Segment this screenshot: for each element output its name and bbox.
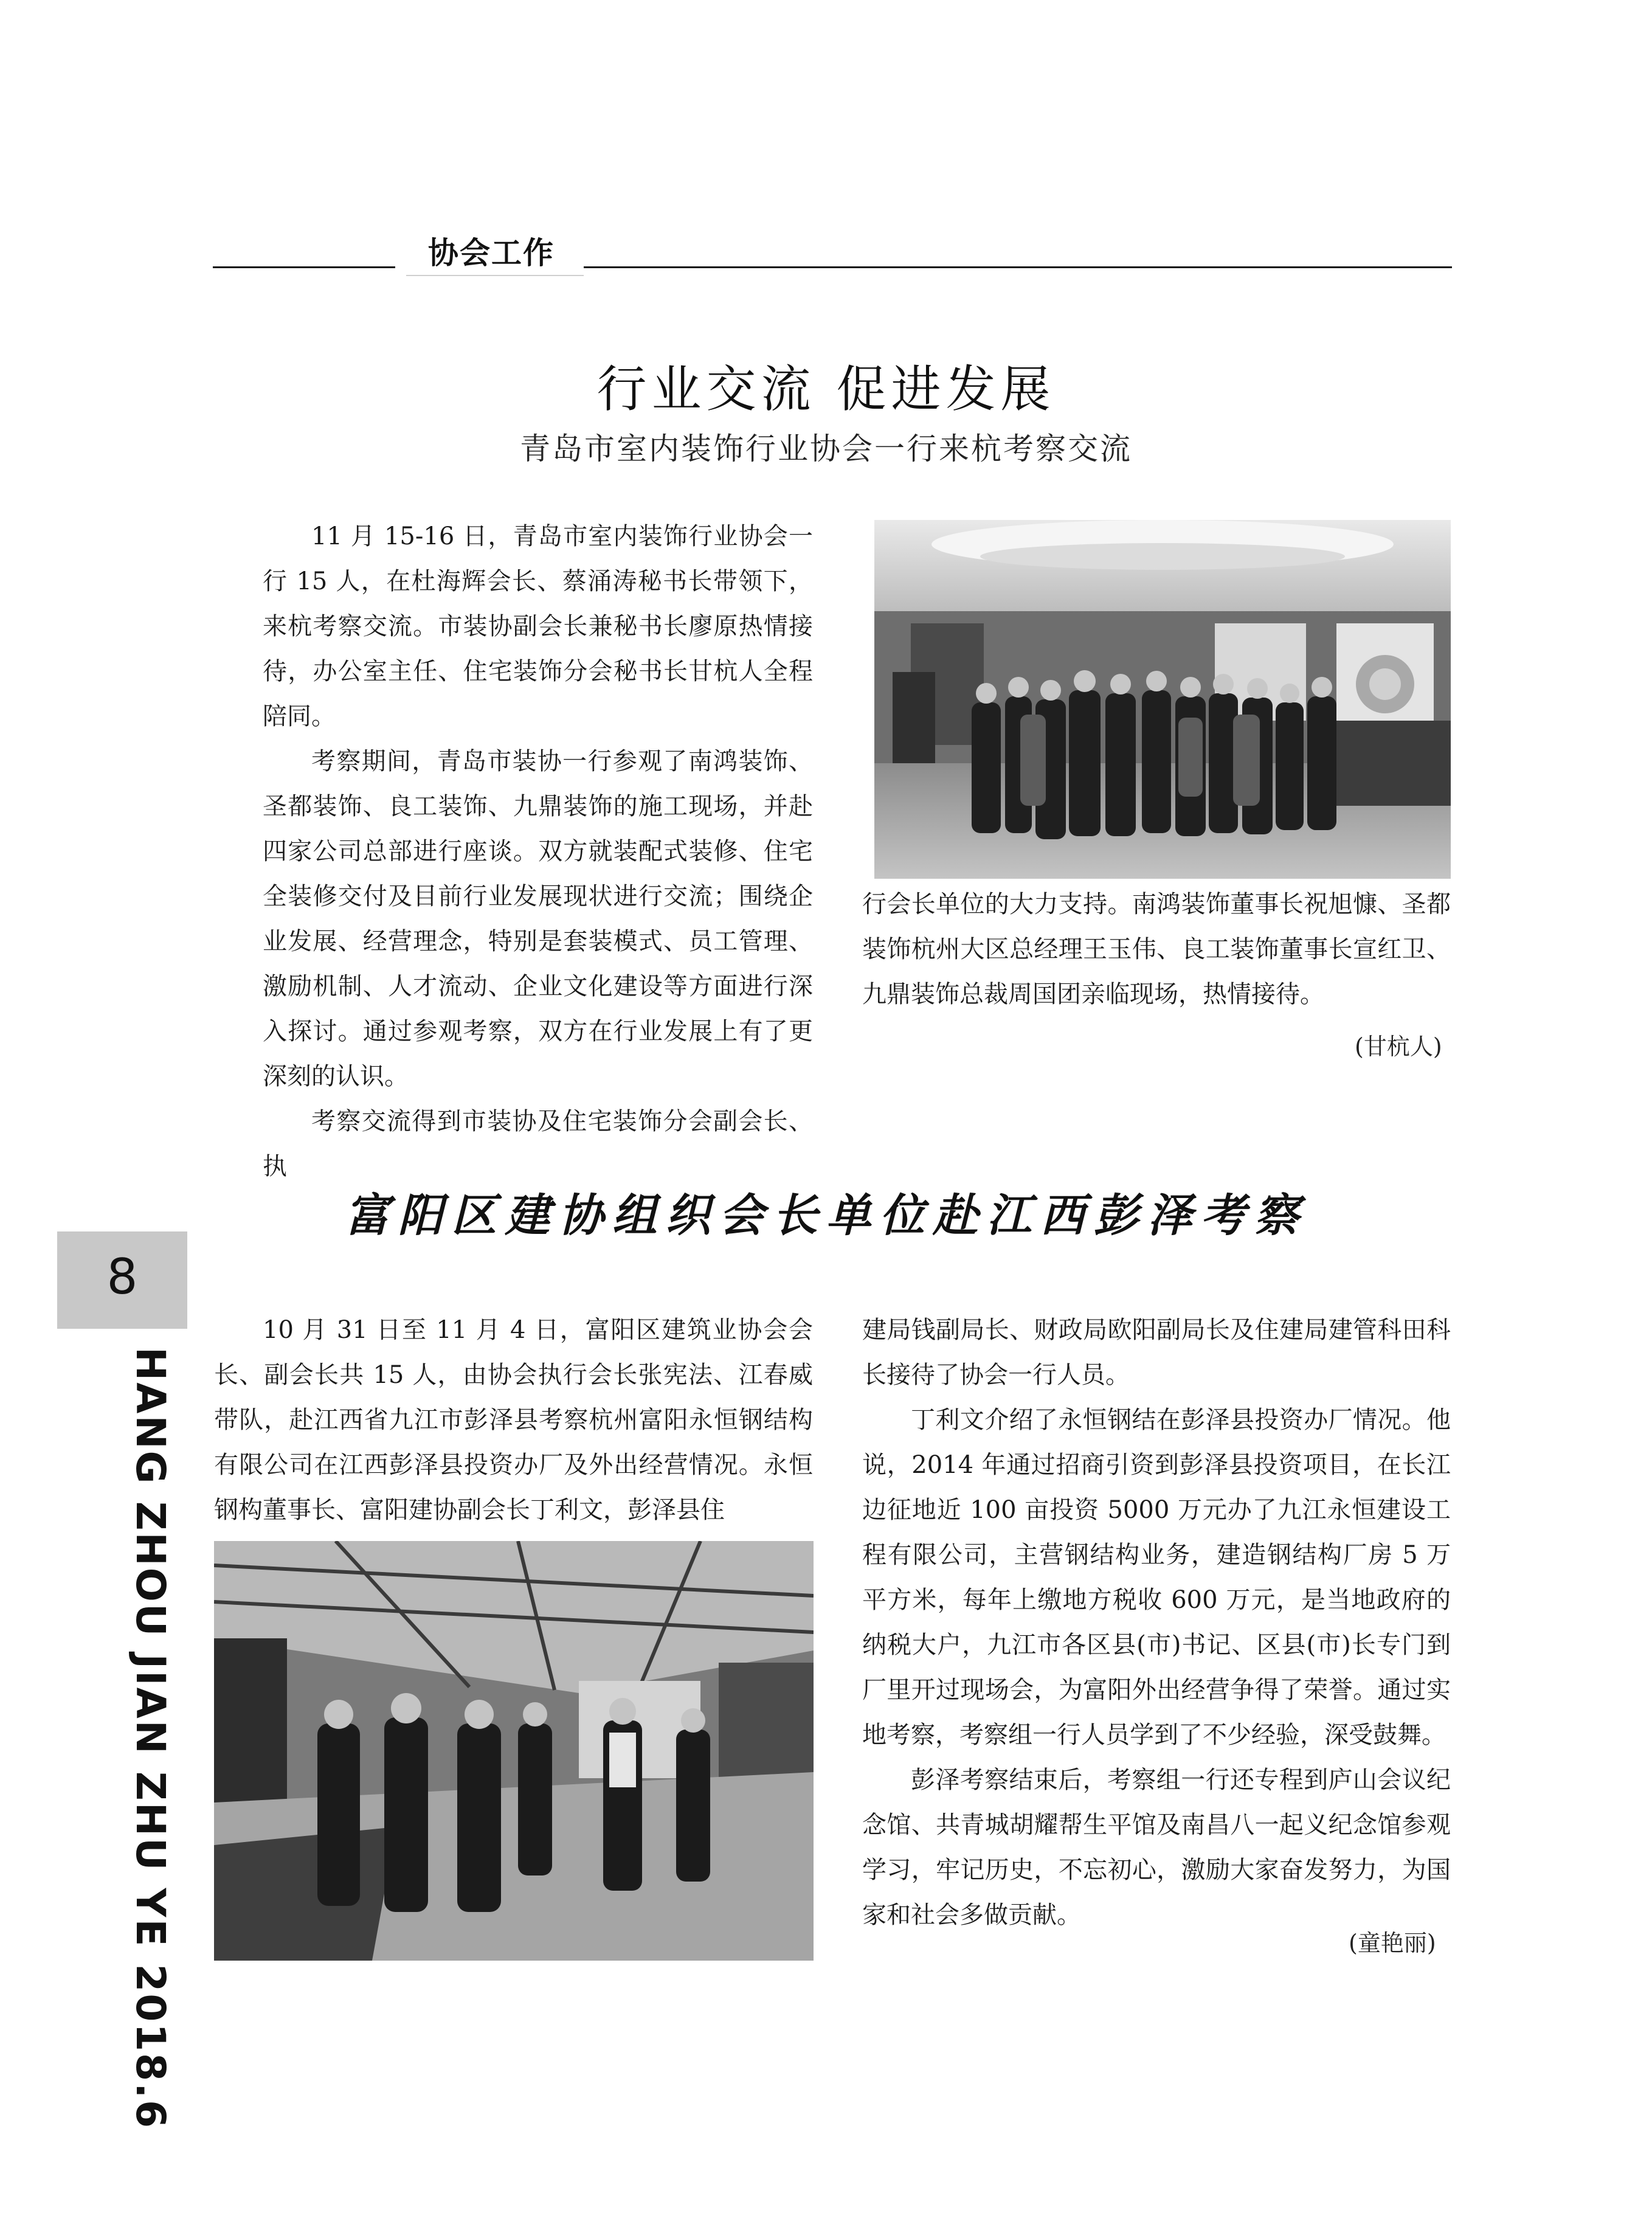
page-number-box (57, 1231, 187, 1329)
group-photo-lobby (874, 520, 1451, 879)
article2-title: 富阳区建协组织会长单位赴江西彭泽考察 (344, 1190, 1308, 1242)
article2-credit: (童艳丽) (1349, 1930, 1436, 1956)
article1-paragraph-continued: 行会长单位的大力支持。南鸿装饰董事长祝旭慷、圣都装饰杭州大区总经理王玉伟、良工装饰董事长宣红卫、九鼎装饰总裁周国团亲临现场，热情接待。 (862, 890, 1451, 1008)
article2-paragraph: 10 月 31 日至 11 月 4 日，富阳区建筑业协会会长、副会长共 15 人，由协会执行会长张宪法、江春威带队，赴江西省九江市彭泽县考察杭州富阳永恒钢结构有限公司在江西彭泽县投资办厂及外出经营情况。永恒钢构董事长、富阳建协副会长丁利文，彭泽县住 (214, 1316, 813, 1524)
section-label: 协会工作 (428, 235, 555, 271)
factory-visit-photo (214, 1541, 814, 1961)
article1-paragraph: 11 月 15-16 日，青岛市室内装饰行业协会一行 15 人，在杜海辉会长、蔡涌涛秘书长带领下，来杭考察交流。市装协副会长兼秘书长廖原热情接待，办公室主任、住宅装饰分会秘书长甘杭人全程陪同。 (263, 522, 813, 730)
article2-paragraph: 彭泽考察结束后，考察组一行还专程到庐山会议纪念馆、共青城胡耀帮生平馆及南昌八一起义纪念馆参观学习，牢记历史，不忘初心，激励大家奋发努力，为国家和社会多做贡献。 (862, 1766, 1451, 1929)
article2-left-column (214, 1307, 813, 1533)
article1-right-column (862, 882, 1451, 1017)
factory-visit-photo-image (214, 1541, 814, 1961)
group-photo-lobby-image (874, 520, 1451, 879)
magazine-vertical-title: HANG ZHOU JIAN ZHU YE 2018.6 (127, 1347, 174, 2130)
article2-paragraph-continued: 建局钱副局长、财政局欧阳副局长及住建局建管科田科长接待了协会一行人员。 (862, 1316, 1451, 1389)
article1-title: 行业交流 促进发展 (596, 361, 1056, 418)
section-tab (406, 219, 584, 276)
article1-left-column (263, 514, 813, 1189)
page-number: 8 (106, 1249, 138, 1305)
header-rule-right (584, 266, 1452, 268)
article1-paragraph: 考察期间，青岛市装协一行参观了南鸿装饰、圣都装饰、良工装饰、九鼎装饰的施工现场，并赴四家公司总部进行座谈。双方就装配式装修、住宅全装修交付及目前行业发展现状进行交流；围绕企业发展、经营理念，特别是套装模式、员工管理、激励机制、人才流动、企业文化建设等方面进行深入探讨。通过参观考察，双方在行业发展上有了更深刻的认识。 (263, 747, 813, 1090)
article2-right-column (862, 1307, 1451, 1938)
article1-paragraph: 考察交流得到市装协及住宅装饰分会副会长、执 (263, 1107, 813, 1180)
article1-subtitle: 青岛市室内装饰行业协会一行来杭考察交流 (520, 431, 1132, 466)
header-rule-left (213, 266, 395, 268)
article1-credit: (甘杭人) (1355, 1033, 1442, 1060)
article2-paragraph: 丁利文介绍了永恒钢结在彭泽县投资办厂情况。他说，2014 年通过招商引资到彭泽县投资项目，在长江边征地近 100 亩投资 5000 万元办了九江永恒建设工程有限公司，主营钢结构业务，建造钢结构厂房 5 万平方米，每年上缴地方税收 600 万元，是当地政府的纳税大户，九江市各区县(市)书记、区县(市)长专门到厂里开过现场会，为富阳外出经营争得了荣誉。通过实地考察，考察组一行人员学到了不少经验，深受鼓舞。 (862, 1406, 1451, 1749)
